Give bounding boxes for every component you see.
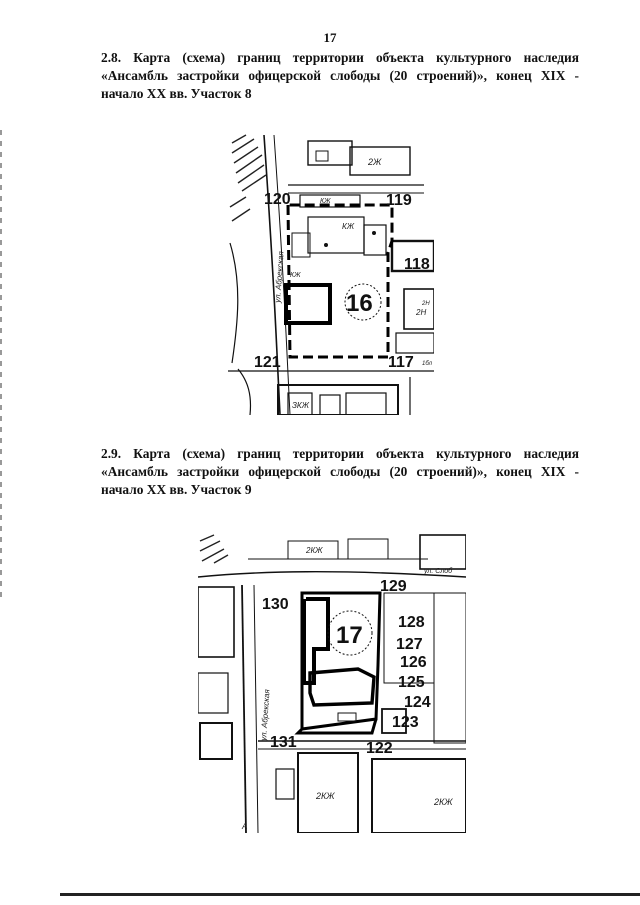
boundary-point-label: 130 bbox=[262, 596, 289, 613]
page-number: 17 bbox=[323, 30, 337, 45]
hatch-area bbox=[200, 535, 228, 563]
object-number: 16 bbox=[346, 290, 373, 317]
building-label: 2КЖ bbox=[434, 797, 453, 807]
section-heading-2-8 bbox=[101, 49, 579, 103]
section-heading-2-9 bbox=[101, 445, 579, 499]
map-drawing bbox=[198, 533, 466, 833]
boundary-point-label: 121 bbox=[254, 354, 281, 371]
scan-edge-left bbox=[0, 130, 2, 600]
boundary-point-label: 125 bbox=[398, 674, 425, 691]
building-label: 2Н bbox=[416, 308, 427, 317]
boundary-point-label: 120 bbox=[264, 191, 291, 208]
boundary-point-label: 127 bbox=[396, 636, 423, 653]
building-label: 2Ж bbox=[368, 157, 382, 167]
scan-edge-bottom bbox=[60, 893, 640, 896]
building-label: 2КЖ bbox=[306, 546, 323, 555]
margin-label: 2Н bbox=[422, 301, 430, 307]
boundary-point-label: 128 bbox=[398, 614, 425, 631]
margin-label: А bbox=[242, 822, 248, 831]
building-label: ЗКЖ bbox=[292, 401, 309, 410]
boundary-point-label: 124 bbox=[404, 694, 431, 711]
heading-line: «Ансамбль застройки офицерской слободы (20 строений)», конец XIX - bbox=[101, 464, 579, 479]
building-label: КЖ bbox=[320, 198, 331, 205]
street-label: ул. Абрекская bbox=[273, 250, 286, 304]
object-number: 17 bbox=[336, 622, 363, 649]
map-section-8 bbox=[228, 133, 434, 415]
building-label: КЖ bbox=[342, 222, 355, 231]
heading-line: «Ансамбль застройки офицерской слободы (20 строений)», конец XIX - bbox=[101, 68, 579, 83]
boundary-point-label: 119 bbox=[386, 192, 412, 209]
heading-line: 2.9. Карта (схема) границ территории объекта культурного наследия bbox=[101, 446, 579, 461]
heading-line: начало XX вв. Участок 9 bbox=[101, 482, 252, 497]
street-label: ул. Слоб bbox=[424, 568, 453, 575]
boundary-point-label: 117 bbox=[388, 354, 414, 371]
boundary-point-label: 131 bbox=[270, 734, 297, 751]
hatch-area bbox=[230, 135, 266, 221]
heading-line: 2.8. Карта (схема) границ территории объекта культурного наследия bbox=[101, 50, 579, 65]
boundary-point-label: 118 bbox=[404, 256, 430, 273]
heading-line: начало XX вв. Участок 8 bbox=[101, 86, 252, 101]
boundary-point-label: 122 bbox=[366, 740, 393, 757]
margin-label: 1бл bbox=[422, 361, 432, 367]
map-section-9 bbox=[198, 533, 466, 833]
map-drawing bbox=[228, 133, 434, 415]
building-label: КЖ bbox=[290, 272, 301, 279]
street-label: ул. Абрекская bbox=[259, 688, 272, 742]
boundary-point-label: 129 bbox=[380, 578, 407, 595]
boundary-point-label: 123 bbox=[392, 714, 419, 731]
building-label: 2КЖ bbox=[316, 791, 335, 801]
boundary-point-label: 126 bbox=[400, 654, 427, 671]
